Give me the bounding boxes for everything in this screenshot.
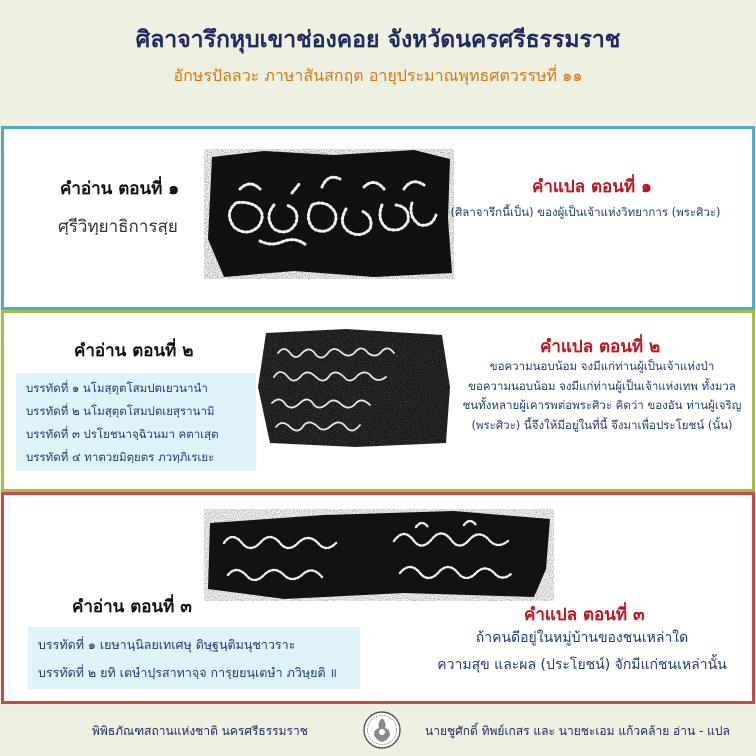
- page-subtitle: อักษรปัลลวะ ภาษาสันสกฤต อายุประมาณพุทธศตวรรษที่ ๑๑: [173, 66, 583, 85]
- section-2-reading-heading: คำอ่าน ตอนที่ ๒: [74, 341, 194, 361]
- section-3-translation-line: ความสุข และผล (ประโยชน์) จักมีแก่ชนเหล่านั้น: [437, 657, 727, 673]
- stone-inscription-1-image: [204, 149, 454, 279]
- section-1-translation-text: (ศิลาจารึกนี้เป็น) ของผู้เป็นเจ้าแห่งวิทยาการ (พระศิวะ): [450, 205, 721, 219]
- section-2-translation-line: ชนทั้งหลายผู้เคารพต่อพระศิวะ คิดว่า ของอัน ท่านผู้เจริญ: [462, 398, 742, 412]
- stone-inscription-2-image: [256, 327, 452, 449]
- section-3-reading-heading: คำอ่าน ตอนที่ ๓: [72, 597, 192, 617]
- section-3-reading-lines: [28, 627, 360, 689]
- section-3-translation-lines: [412, 625, 752, 679]
- section-2-reading-line: บรรทัดที่ ๒ นโมสฺตุตโสมปตเยสุรานามิ: [26, 404, 215, 418]
- footer: [0, 704, 756, 756]
- section-2-translation-line: (พระศิวะ) นี้จึงให้มีอยู่ในที่นี้ จึงมาเพื่อประโยชน์ (นั้น): [471, 417, 733, 432]
- section-3-reading-line: บรรทัดที่ ๑ เยษานฺนิลยเทเศษุ ดิษฺฐนฺติมนุชาวราะ: [38, 637, 296, 652]
- section-3-translation-heading: คำแปล ตอนที่ ๓: [524, 605, 645, 625]
- section-2-reading-line: บรรทัดที่ ๑ นโมสฺตุตโสมปตเยวนานำ: [26, 381, 208, 395]
- footer-museum-name: พิพิธภัณฑสถานแห่งชาติ นครศรีธรรมราช: [92, 724, 308, 738]
- section-1-panel: [1, 126, 755, 310]
- header: [0, 0, 756, 126]
- section-2-translation-lines: [452, 357, 752, 435]
- section-3-translation-line: ถ้าคนดีอยู่ในหมู่บ้านของชนเหล่าใด: [475, 630, 689, 646]
- museum-seal-icon: [362, 710, 402, 750]
- section-2-reading-line: บรรทัดที่ ๓ ปรโยชนาจฺฉิวนมา คตาเสฺต: [26, 427, 219, 441]
- section-1-reading-heading: คำอ่าน ตอนที่ ๑: [60, 179, 179, 199]
- stone-inscription-3-image: [204, 509, 554, 601]
- section-2-translation-line: ขอความนอบน้อม จงมีแก่ท่านผู้เป็นเจ้าแห่งป่า: [489, 359, 715, 373]
- section-2-translation-heading: คำแปล ตอนที่ ๒: [540, 337, 661, 357]
- footer-credits: นายชูศักดิ์ ทิพย์เกสร และ นายชะเอม แก้วคล้าย อ่าน - แปล: [425, 724, 730, 738]
- section-2-panel: [1, 310, 755, 492]
- section-1-reading-text: ศฺรีวิทฺยาธิการสฺย: [58, 217, 178, 237]
- section-2-reading-line: บรรทัดที่ ๔ ทาตวยมิตฺยตร ภวทฺภิเรเยะ: [26, 450, 215, 464]
- section-3-reading-line: บรรทัดที่ ๒ ยทิ เตษำปฺรสาทาจฺจ การฺยยนฺเตษำ ภวิษฺยติ ॥: [38, 665, 338, 680]
- section-1-translation-heading: คำแปล ตอนที่ ๑: [532, 177, 652, 197]
- page-title: ศิลาจารึกหุบเขาช่องคอย จังหวัดนครศรีธรรมราช: [135, 27, 621, 53]
- section-2-reading-lines: [16, 373, 256, 471]
- section-3-panel: [1, 492, 755, 704]
- section-2-translation-line: ขอความนอบน้อม จงมีแก่ท่านผู้เป็นเจ้าแห่งเทพ ทั้งมวล: [468, 378, 736, 393]
